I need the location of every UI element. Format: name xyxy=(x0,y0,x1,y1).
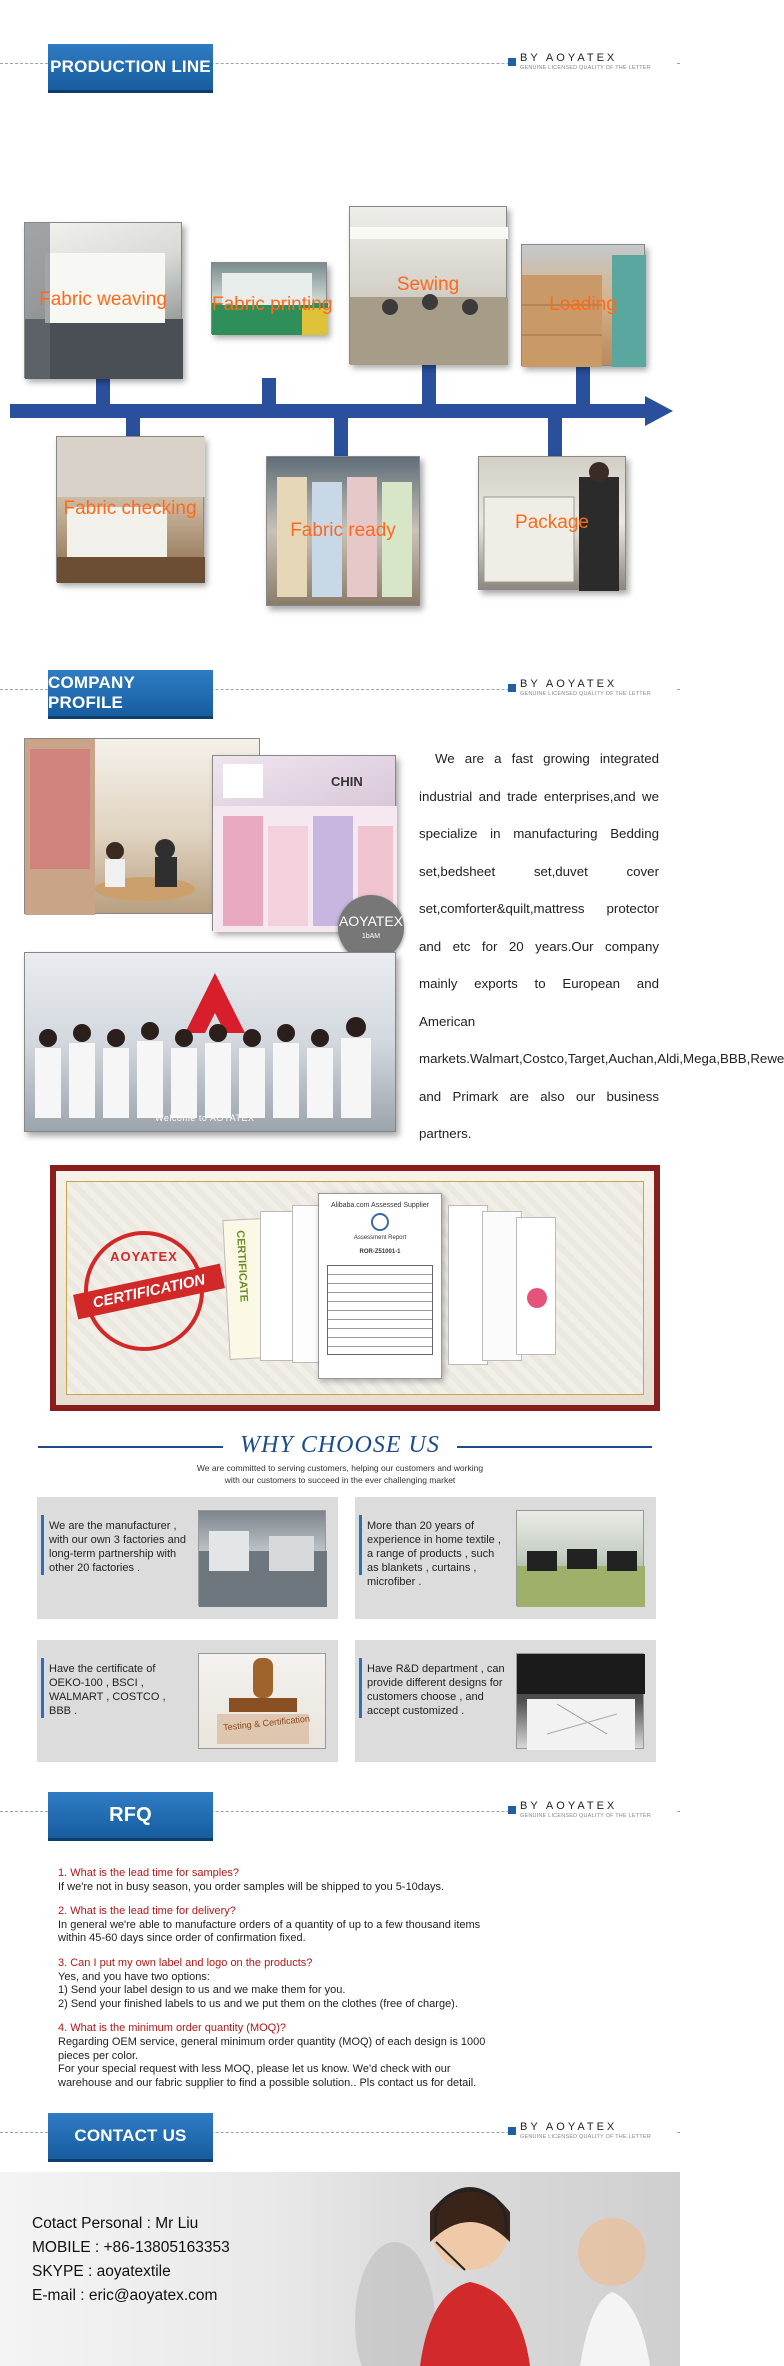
why-choose-us-title: WHY CHOOSE US xyxy=(240,1432,440,1458)
card-text: Have R&D department , can provide different designs for customers choose , and accept customized . xyxy=(367,1663,505,1717)
rfq-answer: within 45-60 days since order of confirmation fixed. xyxy=(58,1932,306,1945)
brand-square-icon xyxy=(508,684,516,692)
why-card-manufacturer xyxy=(37,1497,338,1619)
brand-mark xyxy=(516,1800,676,1819)
rfq-answer: warehouse and our fabric supplier to find a possible solution.. Pls contact us for detail. xyxy=(58,2076,477,2089)
step-label: Fabric checking xyxy=(63,498,197,519)
why-card-experience xyxy=(355,1497,656,1619)
certificate-vertical-label: CERTIFICATE xyxy=(233,1229,250,1303)
photo-fabric-ready xyxy=(266,456,420,606)
step-label: Loading xyxy=(549,294,617,315)
rfq-answer: pieces per color. xyxy=(58,2049,139,2062)
brand-tagline: GENUINE LICENSED QUALITY OF THE LETTER xyxy=(520,65,651,71)
brand-tagline: GENUINE LICENSED QUALITY OF THE LETTER xyxy=(520,691,651,697)
photo-fabric-printing xyxy=(211,262,333,334)
why-card-rnd xyxy=(355,1640,656,1762)
photo-package xyxy=(478,456,626,590)
brand-mark xyxy=(516,678,676,697)
card-text: We are the manufacturer , with our own 3 factories and long-term partnership with other 20 factories . xyxy=(49,1520,186,1574)
card-image-office xyxy=(516,1510,644,1606)
brand-name: BY AOYATEX xyxy=(520,1800,618,1812)
report-subheading: Assessment Report xyxy=(353,1235,407,1241)
photo-fabric-checking xyxy=(56,436,204,582)
rfq-answer: If we're not in busy season, you order samples will be shipped to you 5-10days. xyxy=(58,1880,445,1893)
rubber-stamp-illustration xyxy=(199,1654,327,1750)
report-heading: Alibaba.com Assessed Supplier xyxy=(330,1202,430,1209)
rfq-answer: Yes, and you have two options: xyxy=(58,1970,210,1983)
badge-name: AOYATEX xyxy=(338,913,404,929)
rfq-item xyxy=(58,1957,538,2011)
card-image-design xyxy=(516,1653,644,1749)
rfq-answer: For your special request with less MOQ, please let us know. We'd check with our xyxy=(58,2063,451,2076)
card-text: More than 20 years of experience in home textile , a range of products , such as blankets , curtains , microfiber . xyxy=(367,1520,501,1588)
assessment-report-document xyxy=(318,1193,442,1379)
contact-person: Cotact Personal : Mr Liu xyxy=(32,2215,199,2232)
photo-sewing xyxy=(349,206,507,364)
timeline-stem xyxy=(576,365,590,406)
rfq-question: 1. What is the lead time for samples? xyxy=(58,1867,239,1879)
rfq-answer: In general we're able to manufacture orders of a quantity of up to a few thousand items xyxy=(58,1918,481,1931)
rfq-question: 4. What is the minimum order quantity (MOQ)? xyxy=(58,2022,287,2035)
certification-panel xyxy=(50,1165,660,1411)
brand-square-icon xyxy=(508,1806,516,1814)
brand-tagline: GENUINE LICENSED QUALITY OF THE LETTER xyxy=(520,1813,651,1819)
timeline-stem xyxy=(126,416,140,436)
card-accent-bar xyxy=(41,1658,44,1718)
step-label: Package xyxy=(515,512,589,533)
timeline-stem xyxy=(548,416,562,456)
badge-sub: 1bAM xyxy=(361,933,381,940)
rfq-question: 2. What is the lead time for delivery? xyxy=(58,1905,236,1918)
why-subtitle-line: We are committed to serving customers, helping our customers and working xyxy=(196,1463,484,1473)
contact-skype: SKYPE : aoyatextile xyxy=(32,2263,171,2280)
rfq-answer: 1) Send your label design to us and we make them for you. xyxy=(58,1984,346,1997)
brand-square-icon xyxy=(508,2127,516,2135)
production-line-title: PRODUCTION LINE xyxy=(48,44,213,90)
contact-email[interactable]: E-mail : eric@aoyatex.com xyxy=(32,2287,218,2304)
card-image-factory xyxy=(198,1510,326,1606)
rfq-answer: 2) Send your finished labels to us and we put them on the clothes (free of charge). xyxy=(58,1997,458,2010)
brand-mark xyxy=(516,2121,676,2140)
design-drawing-illustration xyxy=(517,1654,645,1750)
photo-team xyxy=(24,952,396,1132)
card-image-stamp xyxy=(198,1653,326,1749)
rfq-item xyxy=(58,2022,538,2090)
showroom-sign: CHIN xyxy=(331,774,363,789)
rfq-item xyxy=(58,1905,538,1946)
brand-tagline: GENUINE LICENSED QUALITY OF THE LETTER xyxy=(520,2134,651,2140)
rfq-title: RFQ xyxy=(48,1792,213,1838)
contact-details xyxy=(32,2212,230,2308)
company-profile-title: COMPANY PROFILE xyxy=(48,670,213,716)
company-profile-header xyxy=(0,660,680,720)
timeline-stem xyxy=(262,378,276,406)
company-description: We are a fast growing integrated industrial and trade enterprises,and we specialize in manufacturing Bedding set,bedsheet set,duvet cover set,comforter&quilt,mattress protector and etc for 20 years.Our company mainly exports to European and American markets.Walmart,Costco,Target,Auchan,Aldi,Mega,BBB,Rewe and Primark are also our business partners. xyxy=(419,751,784,1141)
brand-square-icon xyxy=(508,58,516,66)
rfq-list xyxy=(58,1867,538,2101)
timeline-arrowhead-icon xyxy=(645,396,673,426)
card-text: Have the certificate of OEKO-100 , BSCI , WALMART , COSTCO , BBB . xyxy=(49,1663,166,1717)
why-subtitle-line: with our customers to succeed in the ever challenging market xyxy=(224,1475,456,1485)
step-label: Fabric ready xyxy=(290,520,396,541)
stamp-brand: AOYATEX xyxy=(110,1249,178,1264)
brand-name: BY AOYATEX xyxy=(520,2121,618,2133)
rfq-answer: Regarding OEM service, general minimum order quantity (MOQ) of each design is 1000 xyxy=(58,2035,486,2048)
contact-us-title: CONTACT US xyxy=(48,2113,213,2159)
timeline-stem xyxy=(334,416,348,456)
rfq-item xyxy=(58,1867,538,1894)
report-seal-icon xyxy=(371,1213,389,1231)
certification-stamp xyxy=(84,1231,207,1351)
production-line-header xyxy=(0,34,680,94)
contact-mobile: MOBILE : +86-13805163353 xyxy=(32,2239,230,2256)
report-code: ROR-Z51001-1 xyxy=(359,1249,401,1255)
brand-mark xyxy=(516,52,676,71)
certificate-document xyxy=(516,1217,556,1355)
photo-fabric-weaving xyxy=(24,222,182,378)
why-choose-us-subtitle xyxy=(150,1462,530,1486)
team-illustration xyxy=(25,953,397,1133)
certificate-seal-icon xyxy=(527,1288,547,1308)
rfq-header xyxy=(0,1782,680,1842)
stamp-text: Testing & Certification xyxy=(222,1713,311,1733)
welcome-text: Welcome to AOYATEX xyxy=(155,1113,255,1123)
rfq-question: 3. Can I put my own label and logo on the products? xyxy=(58,1956,313,1969)
step-label: Sewing xyxy=(396,274,460,295)
factory-machines-illustration xyxy=(199,1511,327,1607)
card-accent-bar xyxy=(359,1658,362,1718)
report-table xyxy=(327,1265,433,1355)
stamp-word: CERTIFICATION xyxy=(73,1264,225,1320)
step-label: Fabric printing xyxy=(212,294,333,315)
why-card-certificate xyxy=(37,1640,338,1762)
card-accent-bar xyxy=(359,1515,362,1575)
brand-name: BY AOYATEX xyxy=(520,678,618,690)
contact-us-header xyxy=(0,2103,680,2163)
office-desks-illustration xyxy=(517,1511,645,1607)
step-label: Fabric weaving xyxy=(39,289,167,310)
timeline-stem xyxy=(96,378,110,406)
photo-loading xyxy=(521,244,645,366)
card-accent-bar xyxy=(41,1515,44,1575)
brand-name: BY AOYATEX xyxy=(520,52,618,64)
timeline-stem xyxy=(422,365,436,406)
